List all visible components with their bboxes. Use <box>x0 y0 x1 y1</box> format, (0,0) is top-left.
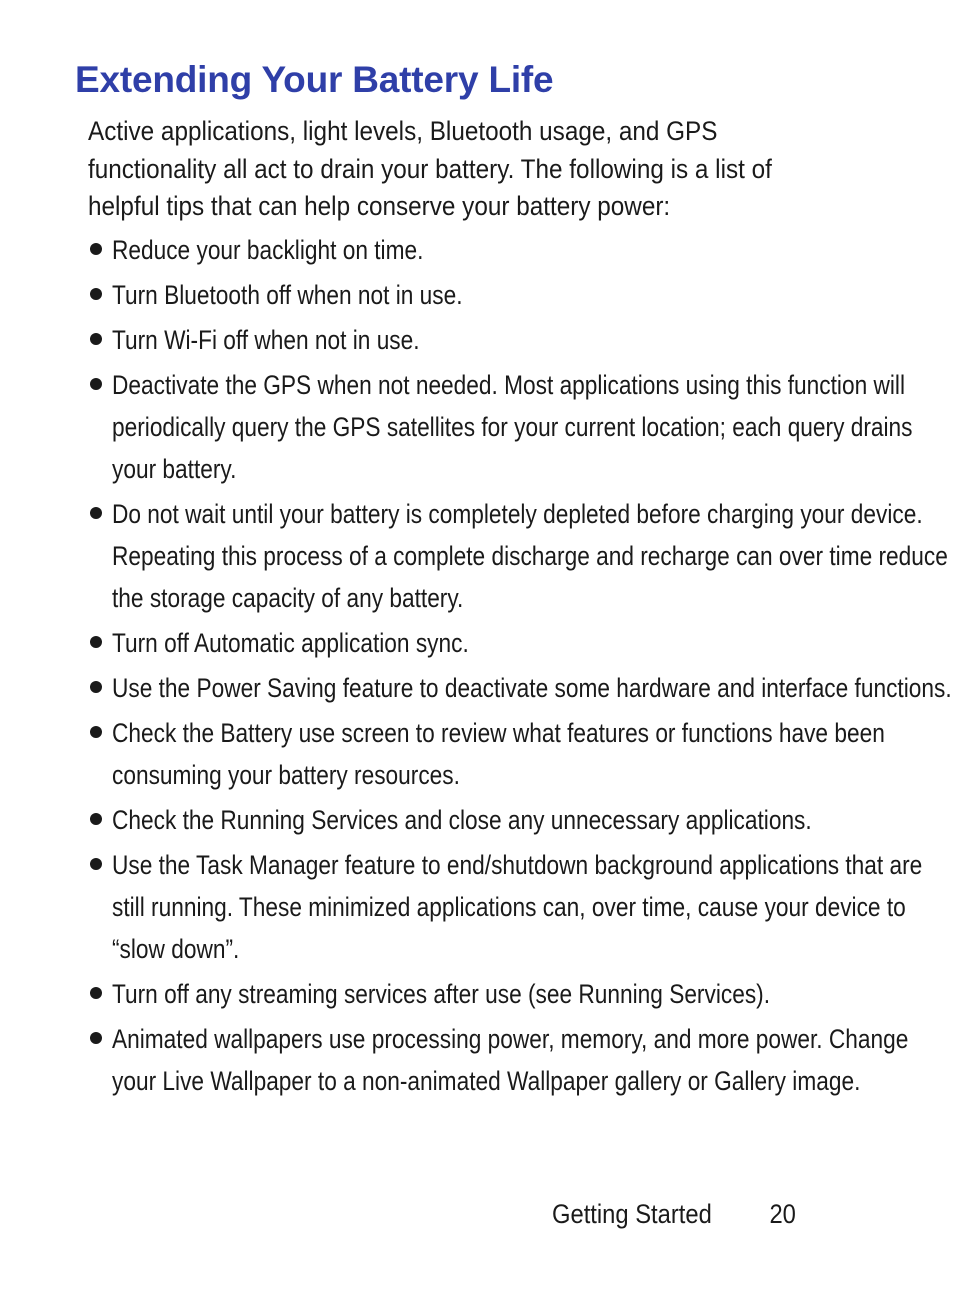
list-item-text: Check the Running Services and close any unnecessary applications. <box>112 805 812 835</box>
bullet-icon <box>90 243 102 255</box>
list-item <box>88 1018 954 1102</box>
list-item <box>88 844 954 970</box>
bullet-icon <box>90 288 102 300</box>
list-item-text: Animated wallpapers use processing power, memory, and more power. Change your Live Wallpaper to a non-animated Wallpaper gallery or Gallery image. <box>112 1024 909 1096</box>
bullet-icon <box>90 507 102 519</box>
page-number: 20 <box>769 1199 796 1229</box>
list-item-text: Reduce your backlight on time. <box>112 235 424 265</box>
bullet-icon <box>90 333 102 345</box>
list-item <box>88 364 954 490</box>
intro-paragraph: Active applications, light levels, Bluetooth usage, and GPS functionality all act to drain your battery. The following is a list of helpful tips that can help conserve your battery power: <box>88 116 772 221</box>
list-item-text: Deactivate the GPS when not needed. Most applications using this function will periodically query the GPS satellites for your current location; each query drains your battery. <box>112 370 913 484</box>
list-item-text: Turn off Automatic application sync. <box>112 628 469 658</box>
list-item-text: Turn Bluetooth off when not in use. <box>112 280 463 310</box>
list-item <box>88 799 954 841</box>
list-item <box>88 667 954 709</box>
tips-list <box>88 229 954 1105</box>
list-item <box>88 712 954 796</box>
bullet-icon <box>90 813 102 825</box>
list-item-text: Turn off any streaming services after use (see Running Services). <box>112 979 771 1009</box>
list-item <box>88 973 954 1015</box>
list-item-text: Use the Power Saving feature to deactivate some hardware and interface functions. <box>112 673 952 703</box>
list-item <box>88 493 954 619</box>
list-item-text: Use the Task Manager feature to end/shutdown background applications that are still running. These minimized applications can, over time, cause your device to “slow down”. <box>112 850 923 964</box>
bullet-icon <box>90 858 102 870</box>
bullet-icon <box>90 378 102 390</box>
page-footer <box>552 1196 796 1232</box>
bullet-icon <box>90 681 102 693</box>
bullet-icon <box>90 1032 102 1044</box>
bullet-icon <box>90 636 102 648</box>
page-title: Extending Your Battery Life <box>75 59 554 100</box>
footer-section-title: Getting Started <box>552 1199 712 1229</box>
list-item <box>88 274 954 316</box>
list-item <box>88 229 954 271</box>
bullet-icon <box>90 726 102 738</box>
list-item-text: Do not wait until your battery is completely depleted before charging your device. Repeating this process of a complete discharge and recharge can over time reduce the storage capacity of any battery. <box>112 499 948 613</box>
list-item <box>88 622 954 664</box>
list-item <box>88 319 954 361</box>
list-item-text: Check the Battery use screen to review what features or functions have been consuming your battery resources. <box>112 718 885 790</box>
list-item-text: Turn Wi-Fi off when not in use. <box>112 325 420 355</box>
bullet-icon <box>90 987 102 999</box>
